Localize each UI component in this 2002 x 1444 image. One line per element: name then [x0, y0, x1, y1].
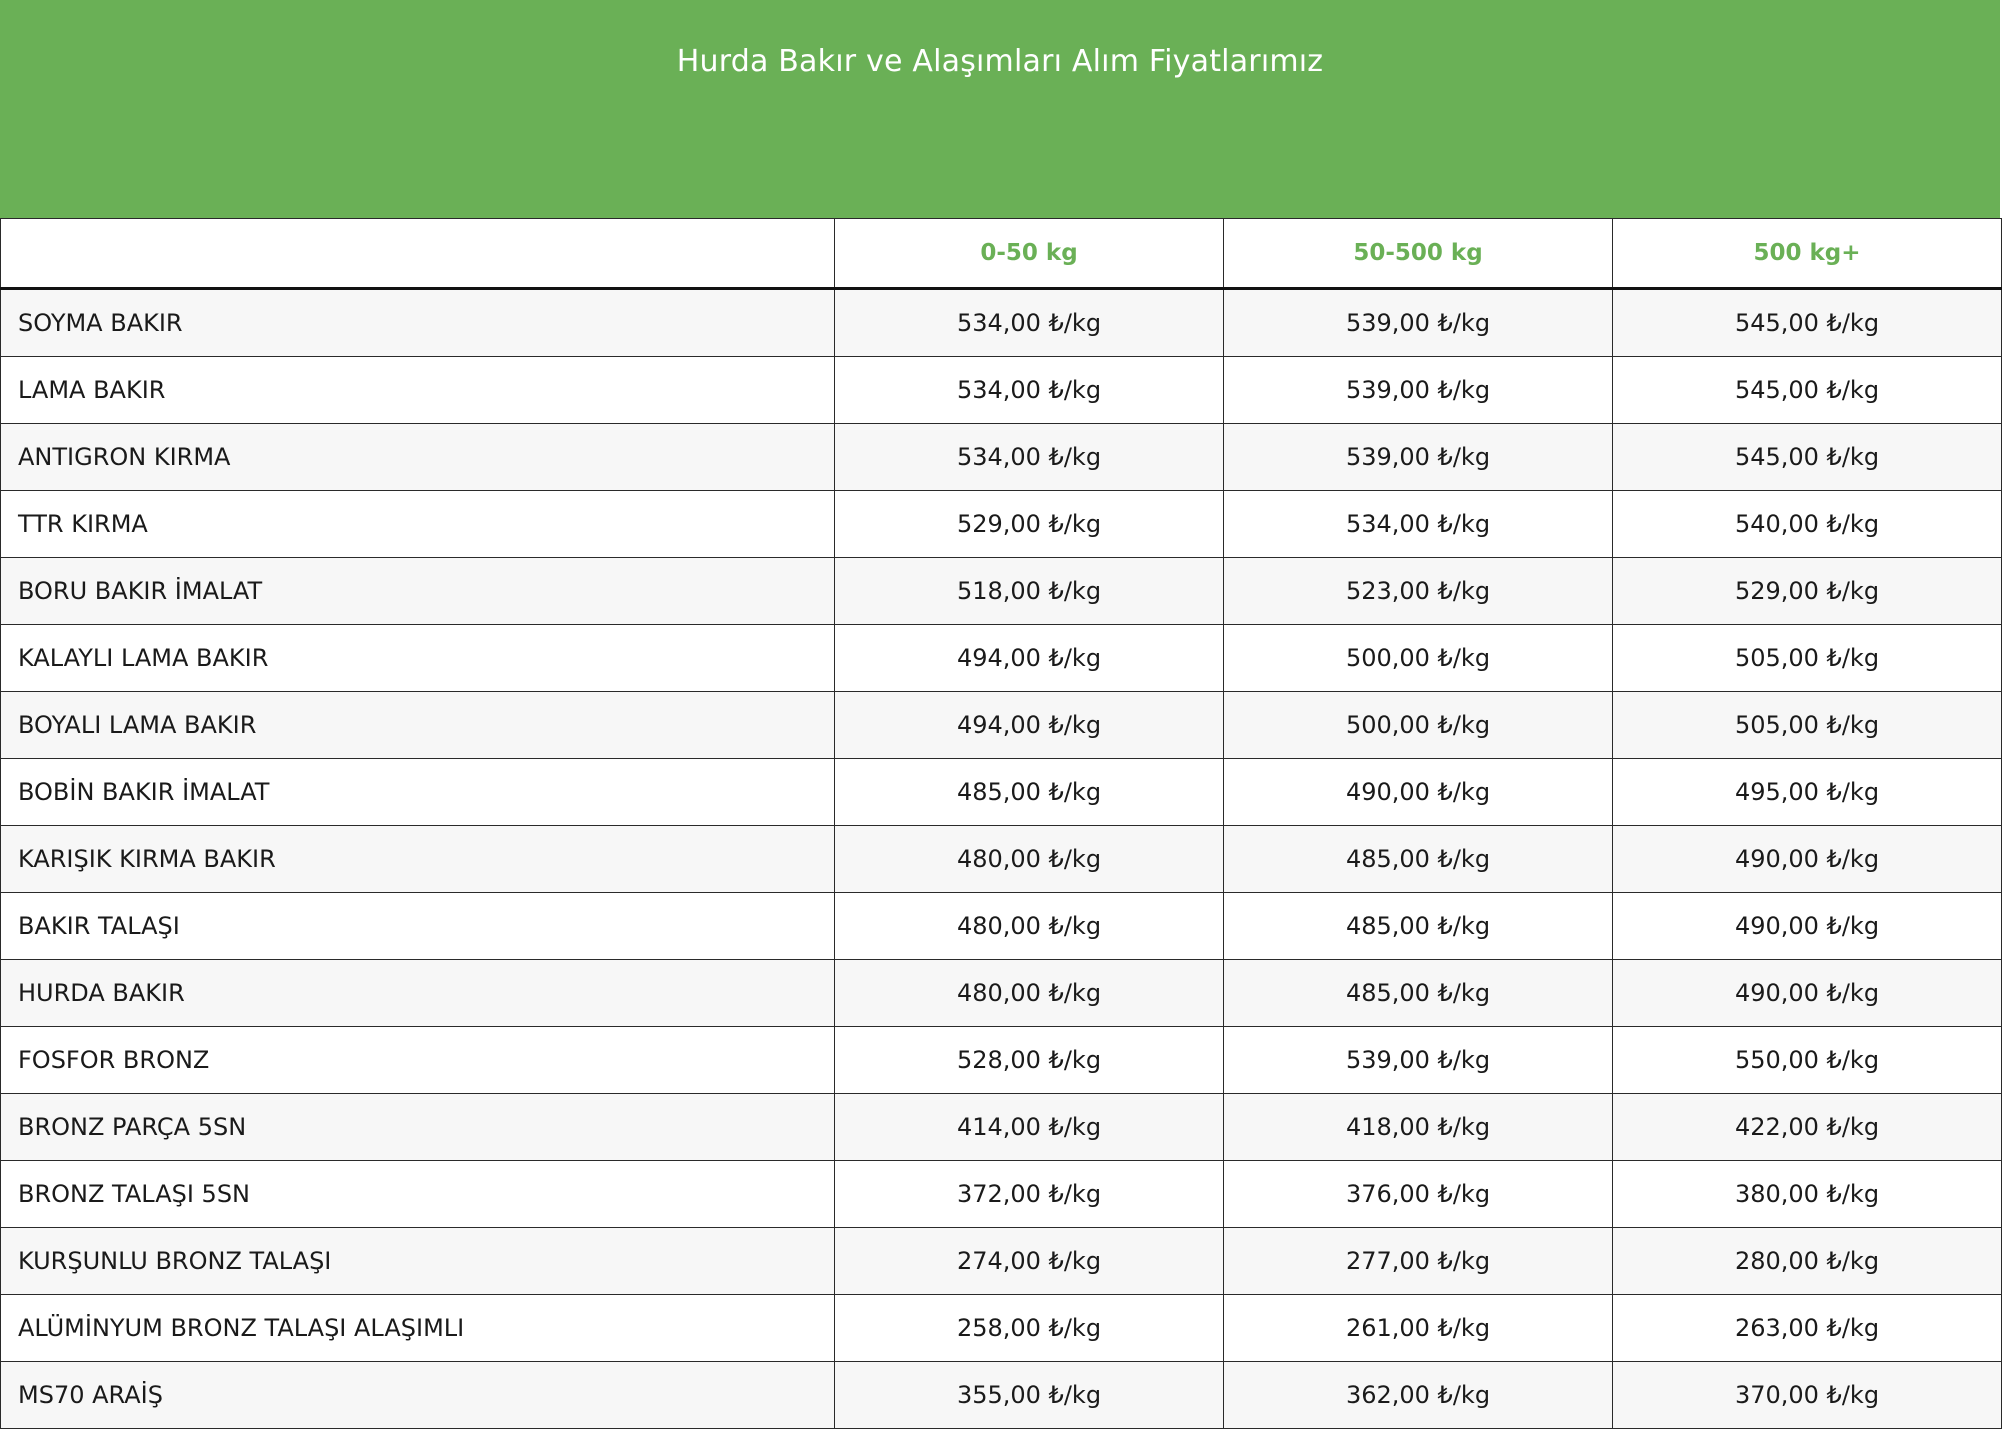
price-500kg-plus: 280,00 ₺/kg — [1613, 1228, 2002, 1295]
price-500kg-plus: 545,00 ₺/kg — [1613, 289, 2002, 357]
material-name: KALAYLI LAMA BAKIR — [1, 625, 835, 692]
table-row — [1, 491, 2002, 558]
material-name: ANTIGRON KIRMA — [1, 424, 835, 491]
price-0-50kg: 274,00 ₺/kg — [835, 1228, 1224, 1295]
table-row — [1, 1027, 2002, 1094]
header-banner — [0, 0, 2000, 218]
price-500kg-plus: 505,00 ₺/kg — [1613, 692, 2002, 759]
price-0-50kg: 494,00 ₺/kg — [835, 625, 1224, 692]
table-row — [1, 1295, 2002, 1362]
table-header — [1, 219, 2002, 289]
material-name: HURDA BAKIR — [1, 960, 835, 1027]
price-0-50kg: 485,00 ₺/kg — [835, 759, 1224, 826]
price-500kg-plus: 529,00 ₺/kg — [1613, 558, 2002, 625]
table-row — [1, 1228, 2002, 1295]
material-name: BOBİN BAKIR İMALAT — [1, 759, 835, 826]
column-header-0-50kg: 0-50 kg — [835, 219, 1224, 289]
price-0-50kg: 534,00 ₺/kg — [835, 357, 1224, 424]
price-500kg-plus: 490,00 ₺/kg — [1613, 826, 2002, 893]
price-0-50kg: 480,00 ₺/kg — [835, 826, 1224, 893]
table-row — [1, 826, 2002, 893]
table-row — [1, 558, 2002, 625]
material-name: BAKIR TALAŞI — [1, 893, 835, 960]
material-name: BRONZ PARÇA 5SN — [1, 1094, 835, 1161]
material-name: FOSFOR BRONZ — [1, 1027, 835, 1094]
price-0-50kg: 414,00 ₺/kg — [835, 1094, 1224, 1161]
column-header-50-500kg: 50-500 kg — [1224, 219, 1613, 289]
price-table — [0, 218, 2002, 1429]
price-50-500kg: 539,00 ₺/kg — [1224, 289, 1613, 357]
table-row — [1, 1161, 2002, 1228]
table-body — [1, 289, 2002, 1429]
material-name: BORU BAKIR İMALAT — [1, 558, 835, 625]
price-0-50kg: 355,00 ₺/kg — [835, 1362, 1224, 1429]
table-row — [1, 289, 2002, 357]
price-50-500kg: 362,00 ₺/kg — [1224, 1362, 1613, 1429]
table-row — [1, 893, 2002, 960]
price-500kg-plus: 422,00 ₺/kg — [1613, 1094, 2002, 1161]
material-name: BOYALI LAMA BAKIR — [1, 692, 835, 759]
table-row — [1, 424, 2002, 491]
price-0-50kg: 528,00 ₺/kg — [835, 1027, 1224, 1094]
column-header-500kg-plus: 500 kg+ — [1613, 219, 2002, 289]
price-0-50kg: 480,00 ₺/kg — [835, 960, 1224, 1027]
price-500kg-plus: 545,00 ₺/kg — [1613, 357, 2002, 424]
price-0-50kg: 529,00 ₺/kg — [835, 491, 1224, 558]
price-500kg-plus: 380,00 ₺/kg — [1613, 1161, 2002, 1228]
page-title: Hurda Bakır ve Alaşımları Alım Fiyatlarımız — [676, 44, 1324, 79]
price-500kg-plus: 545,00 ₺/kg — [1613, 424, 2002, 491]
material-name: BRONZ TALAŞI 5SN — [1, 1161, 835, 1228]
price-500kg-plus: 490,00 ₺/kg — [1613, 960, 2002, 1027]
header-row — [1, 219, 2002, 289]
price-50-500kg: 485,00 ₺/kg — [1224, 826, 1613, 893]
price-50-500kg: 500,00 ₺/kg — [1224, 625, 1613, 692]
price-0-50kg: 534,00 ₺/kg — [835, 289, 1224, 357]
price-500kg-plus: 505,00 ₺/kg — [1613, 625, 2002, 692]
table-row — [1, 1362, 2002, 1429]
material-name: TTR KIRMA — [1, 491, 835, 558]
material-name: KARIŞIK KIRMA BAKIR — [1, 826, 835, 893]
table-row — [1, 692, 2002, 759]
price-50-500kg: 485,00 ₺/kg — [1224, 893, 1613, 960]
table-row — [1, 1094, 2002, 1161]
price-50-500kg: 500,00 ₺/kg — [1224, 692, 1613, 759]
price-50-500kg: 261,00 ₺/kg — [1224, 1295, 1613, 1362]
table-row — [1, 357, 2002, 424]
price-50-500kg: 539,00 ₺/kg — [1224, 1027, 1613, 1094]
price-500kg-plus: 370,00 ₺/kg — [1613, 1362, 2002, 1429]
price-0-50kg: 494,00 ₺/kg — [835, 692, 1224, 759]
price-50-500kg: 376,00 ₺/kg — [1224, 1161, 1613, 1228]
material-name: ALÜMİNYUM BRONZ TALAŞI ALAŞIMLI — [1, 1295, 835, 1362]
column-header-material — [1, 219, 835, 289]
material-name: LAMA BAKIR — [1, 357, 835, 424]
table-row — [1, 960, 2002, 1027]
material-name: MS70 ARAİŞ — [1, 1362, 835, 1429]
material-name: SOYMA BAKIR — [1, 289, 835, 357]
price-0-50kg: 480,00 ₺/kg — [835, 893, 1224, 960]
price-50-500kg: 485,00 ₺/kg — [1224, 960, 1613, 1027]
price-50-500kg: 490,00 ₺/kg — [1224, 759, 1613, 826]
price-0-50kg: 372,00 ₺/kg — [835, 1161, 1224, 1228]
price-50-500kg: 539,00 ₺/kg — [1224, 357, 1613, 424]
price-500kg-plus: 495,00 ₺/kg — [1613, 759, 2002, 826]
price-0-50kg: 258,00 ₺/kg — [835, 1295, 1224, 1362]
table-row — [1, 625, 2002, 692]
price-0-50kg: 534,00 ₺/kg — [835, 424, 1224, 491]
price-50-500kg: 277,00 ₺/kg — [1224, 1228, 1613, 1295]
price-0-50kg: 518,00 ₺/kg — [835, 558, 1224, 625]
price-500kg-plus: 263,00 ₺/kg — [1613, 1295, 2002, 1362]
price-500kg-plus: 540,00 ₺/kg — [1613, 491, 2002, 558]
price-50-500kg: 523,00 ₺/kg — [1224, 558, 1613, 625]
material-name: KURŞUNLU BRONZ TALAŞI — [1, 1228, 835, 1295]
price-500kg-plus: 550,00 ₺/kg — [1613, 1027, 2002, 1094]
table-row — [1, 759, 2002, 826]
price-50-500kg: 418,00 ₺/kg — [1224, 1094, 1613, 1161]
price-50-500kg: 539,00 ₺/kg — [1224, 424, 1613, 491]
price-500kg-plus: 490,00 ₺/kg — [1613, 893, 2002, 960]
price-50-500kg: 534,00 ₺/kg — [1224, 491, 1613, 558]
